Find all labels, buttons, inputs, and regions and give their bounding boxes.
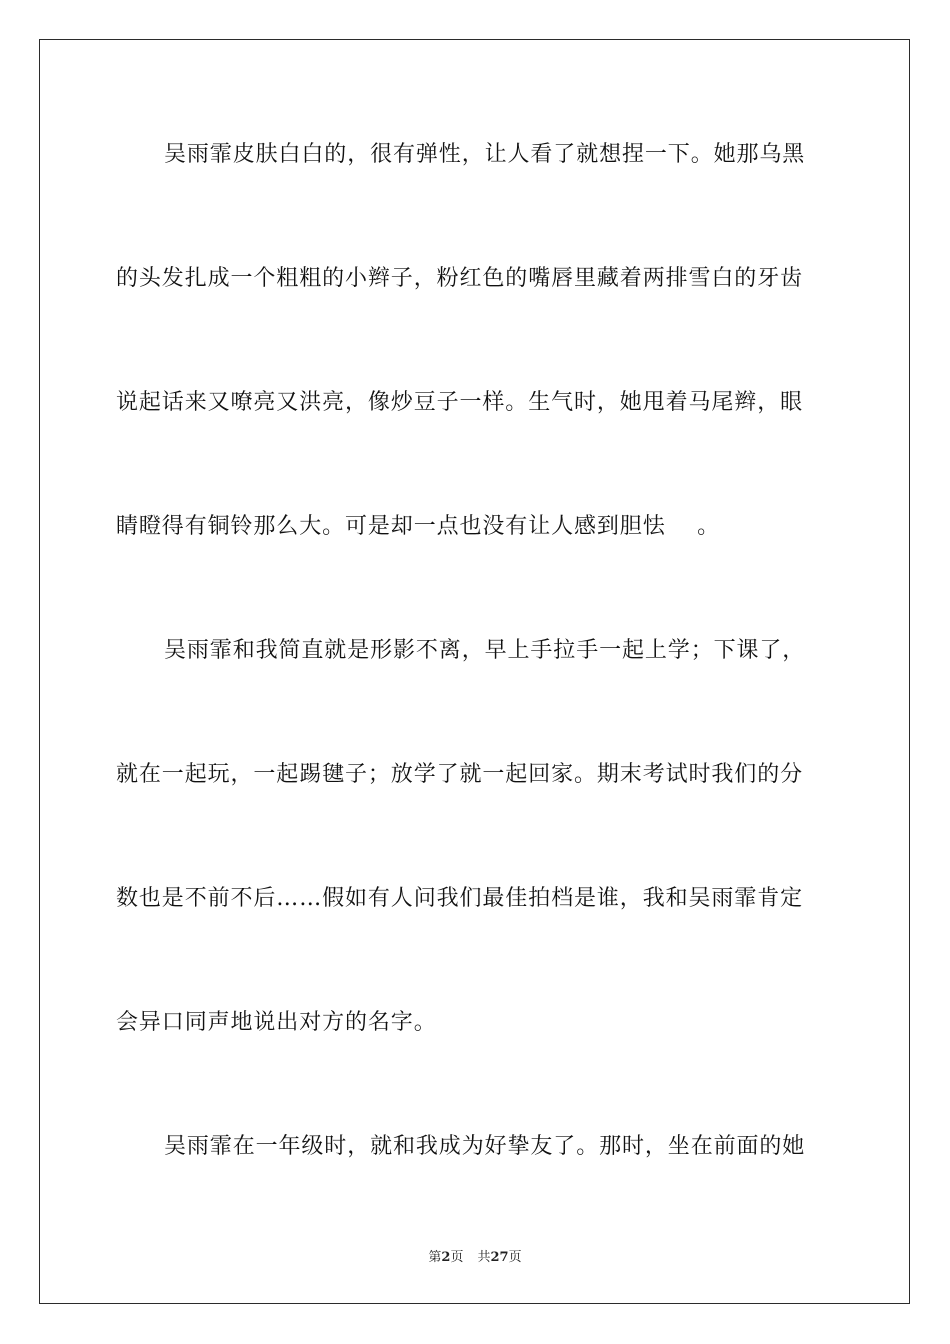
page-prefix: 第 (428, 1250, 442, 1265)
paragraph-line: 吴雨霏在一年级时，就和我成为好挚友了。那时，坐在前面的她 (164, 1134, 806, 1159)
total-prefix: 共 (477, 1250, 491, 1265)
paragraph-line: 就在一起玩，一起踢毽子；放学了就一起回家。期末考试时我们的分 (116, 762, 804, 787)
document-body (116, 124, 836, 1240)
paragraph-line: 吴雨霏皮肤白白的，很有弹性，让人看了就想捏一下。她那乌黑 (164, 142, 806, 167)
paragraph-line: 的头发扎成一个粗粗的小辫子，粉红色的嘴唇里藏着两排雪白的牙齿 (116, 266, 804, 291)
page-footer (0, 1246, 950, 1265)
paragraph-line: 吴雨霏和我简直就是形影不离，早上手拉手一起上学；下课了， (164, 638, 806, 663)
total-suffix: 页 (508, 1250, 522, 1265)
page-number: 2 (441, 1250, 451, 1265)
paragraph-line: 数也是不前不后……假如有人问我们最佳拍档是谁，我和吴雨霏肯定 (116, 886, 804, 911)
paragraph-line: 说起话来又嘹亮又洪亮，像炒豆子一样。生气时，她甩着马尾辫，眼 (116, 390, 804, 415)
total-pages: 27 (490, 1250, 509, 1265)
paragraph-line: 会异口同声地说出对方的名字。 (116, 1010, 437, 1035)
paragraph-line: 睛瞪得有铜铃那么大。可是却一点也没有让人感到胆怯 。 (116, 514, 721, 539)
page-suffix: 页 (450, 1250, 464, 1265)
